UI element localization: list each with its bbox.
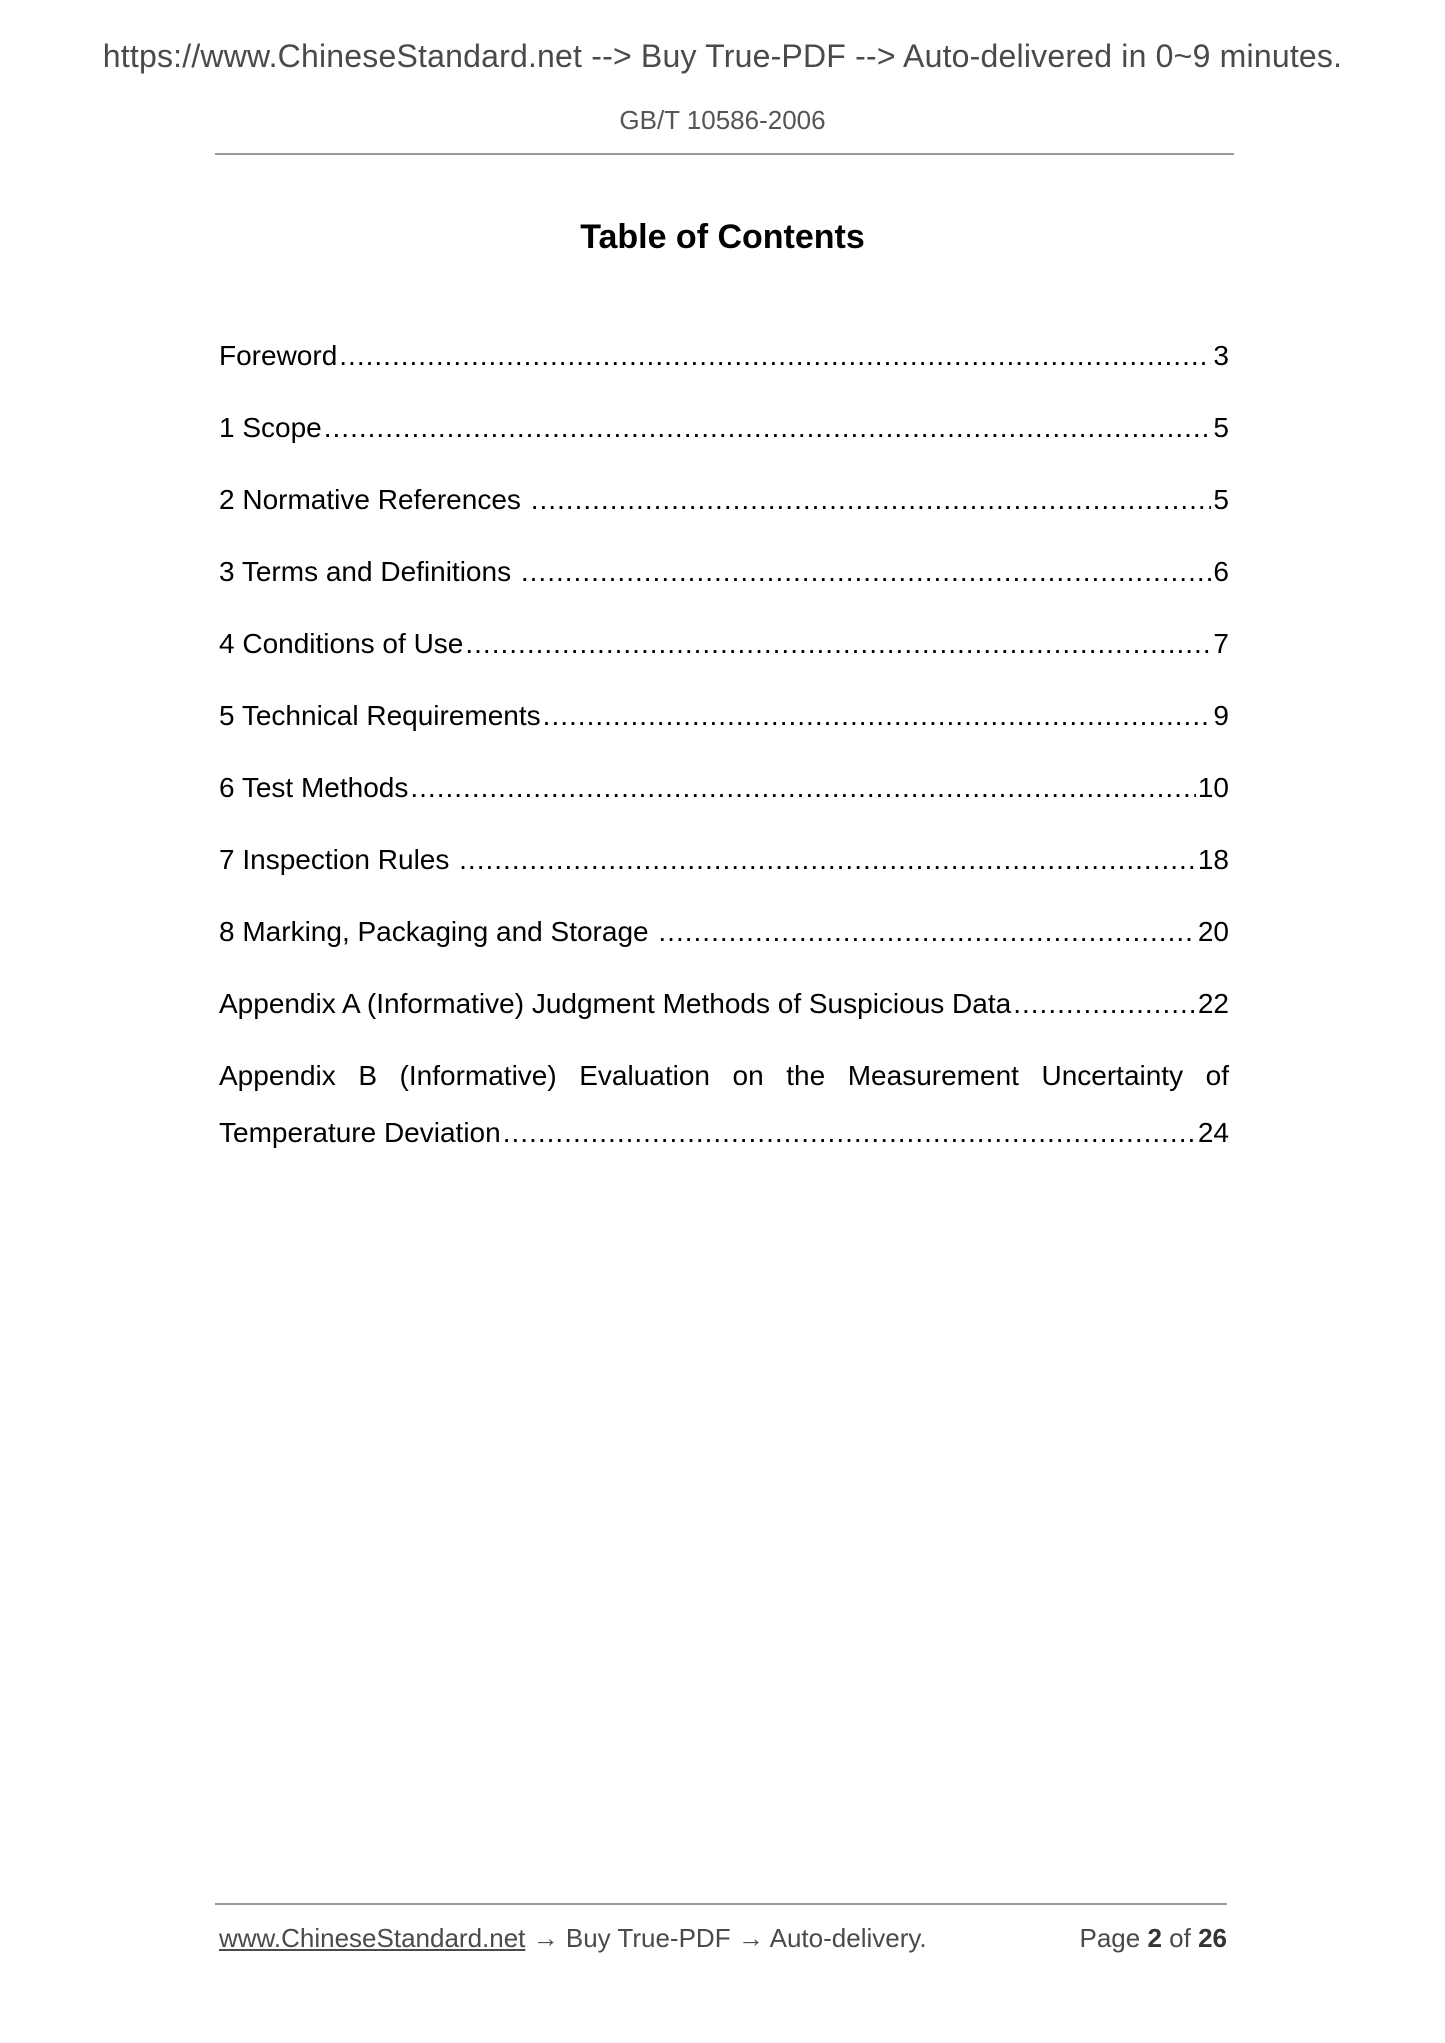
toc-entry-label-line2: Temperature Deviation [219, 1117, 501, 1148]
toc-entry-marking-packaging-storage[interactable] [219, 912, 1229, 984]
header-divider [215, 153, 1234, 155]
dot-leader [543, 696, 1212, 736]
dot-leader [459, 840, 1196, 880]
toc-entry-label: 1 Scope [219, 412, 322, 443]
toc-entry-label: Foreword [219, 340, 338, 371]
toc-entry-label: 6 Test Methods [219, 772, 409, 803]
toc-entry-label: Appendix A (Informative) Judgment Methods of Suspicious Data [219, 988, 1012, 1019]
toc-entry-page: 10 [1197, 772, 1229, 803]
footer-divider [215, 1903, 1227, 1905]
toc-entry-page: 18 [1197, 844, 1229, 875]
footer-promo [219, 1923, 927, 1954]
table-of-contents [219, 336, 1229, 1153]
toc-entry-test-methods[interactable] [219, 768, 1229, 840]
of-word: of [1169, 1923, 1191, 1953]
top-banner: https://www.ChineseStandard.net --> Buy True-PDF --> Auto-delivered in 0~9 minutes. [102, 38, 1343, 74]
dot-leader [339, 336, 1211, 376]
toc-entry-label-line1: Appendix B (Informative) Evaluation on the Measurement Uncertainty of [219, 1060, 1229, 1091]
toc-entry-terms-definitions[interactable] [219, 552, 1229, 624]
dot-leader [324, 408, 1212, 448]
toc-entry-page: 5 [1213, 484, 1229, 515]
dot-leader [465, 624, 1211, 664]
toc-entry-label-line2-row [219, 1113, 1229, 1153]
toc-entry-page: 5 [1213, 412, 1229, 443]
dot-leader [658, 912, 1195, 952]
toc-entry-page: 24 [1197, 1117, 1229, 1148]
toc-entry-label: 5 Technical Requirements [219, 700, 541, 731]
dot-leader [1013, 984, 1196, 1024]
toc-title: Table of Contents [580, 218, 865, 256]
dot-leader [531, 480, 1212, 520]
toc-entry-foreword[interactable] [219, 336, 1229, 408]
toc-entry-page: 9 [1213, 700, 1229, 731]
page-indicator [1079, 1923, 1227, 1954]
toc-entry-page: 22 [1197, 988, 1229, 1019]
footer-buy-text: Buy True-PDF [565, 1923, 731, 1953]
arrow-right-icon: → [532, 1923, 559, 1953]
page-word: Page [1079, 1923, 1141, 1953]
site-link[interactable]: www.ChineseStandard.net [219, 1923, 526, 1953]
dot-leader [503, 1113, 1196, 1153]
toc-entry-scope[interactable] [219, 408, 1229, 480]
toc-entry-normative-references[interactable] [219, 480, 1229, 552]
toc-entry-label: 3 Terms and Definitions [219, 556, 519, 587]
toc-entry-page: 20 [1197, 916, 1229, 947]
dot-leader [410, 768, 1195, 808]
toc-entry-label: 8 Marking, Packaging and Storage [219, 916, 657, 947]
page-total: 26 [1198, 1923, 1227, 1953]
toc-entry-label: 7 Inspection Rules [219, 844, 458, 875]
footer-delivery-text: Auto-delivery. [769, 1923, 927, 1953]
dot-leader [521, 552, 1212, 592]
toc-entry-page: 6 [1213, 556, 1229, 587]
toc-entry-label: 2 Normative References [219, 484, 529, 515]
toc-entry-page: 7 [1213, 628, 1229, 659]
toc-entry-technical-requirements[interactable] [219, 696, 1229, 768]
toc-entry-appendix-a[interactable] [219, 984, 1229, 1056]
toc-entry-page: 3 [1213, 340, 1229, 371]
toc-entry-label: 4 Conditions of Use [219, 628, 464, 659]
document-code: GB/T 10586-2006 [619, 105, 826, 135]
toc-entry-appendix-b[interactable] [219, 1056, 1229, 1153]
toc-entry-inspection-rules[interactable] [219, 840, 1229, 912]
page-current: 2 [1147, 1923, 1162, 1953]
arrow-right-icon: → [737, 1923, 764, 1953]
toc-entry-conditions-of-use[interactable] [219, 624, 1229, 696]
